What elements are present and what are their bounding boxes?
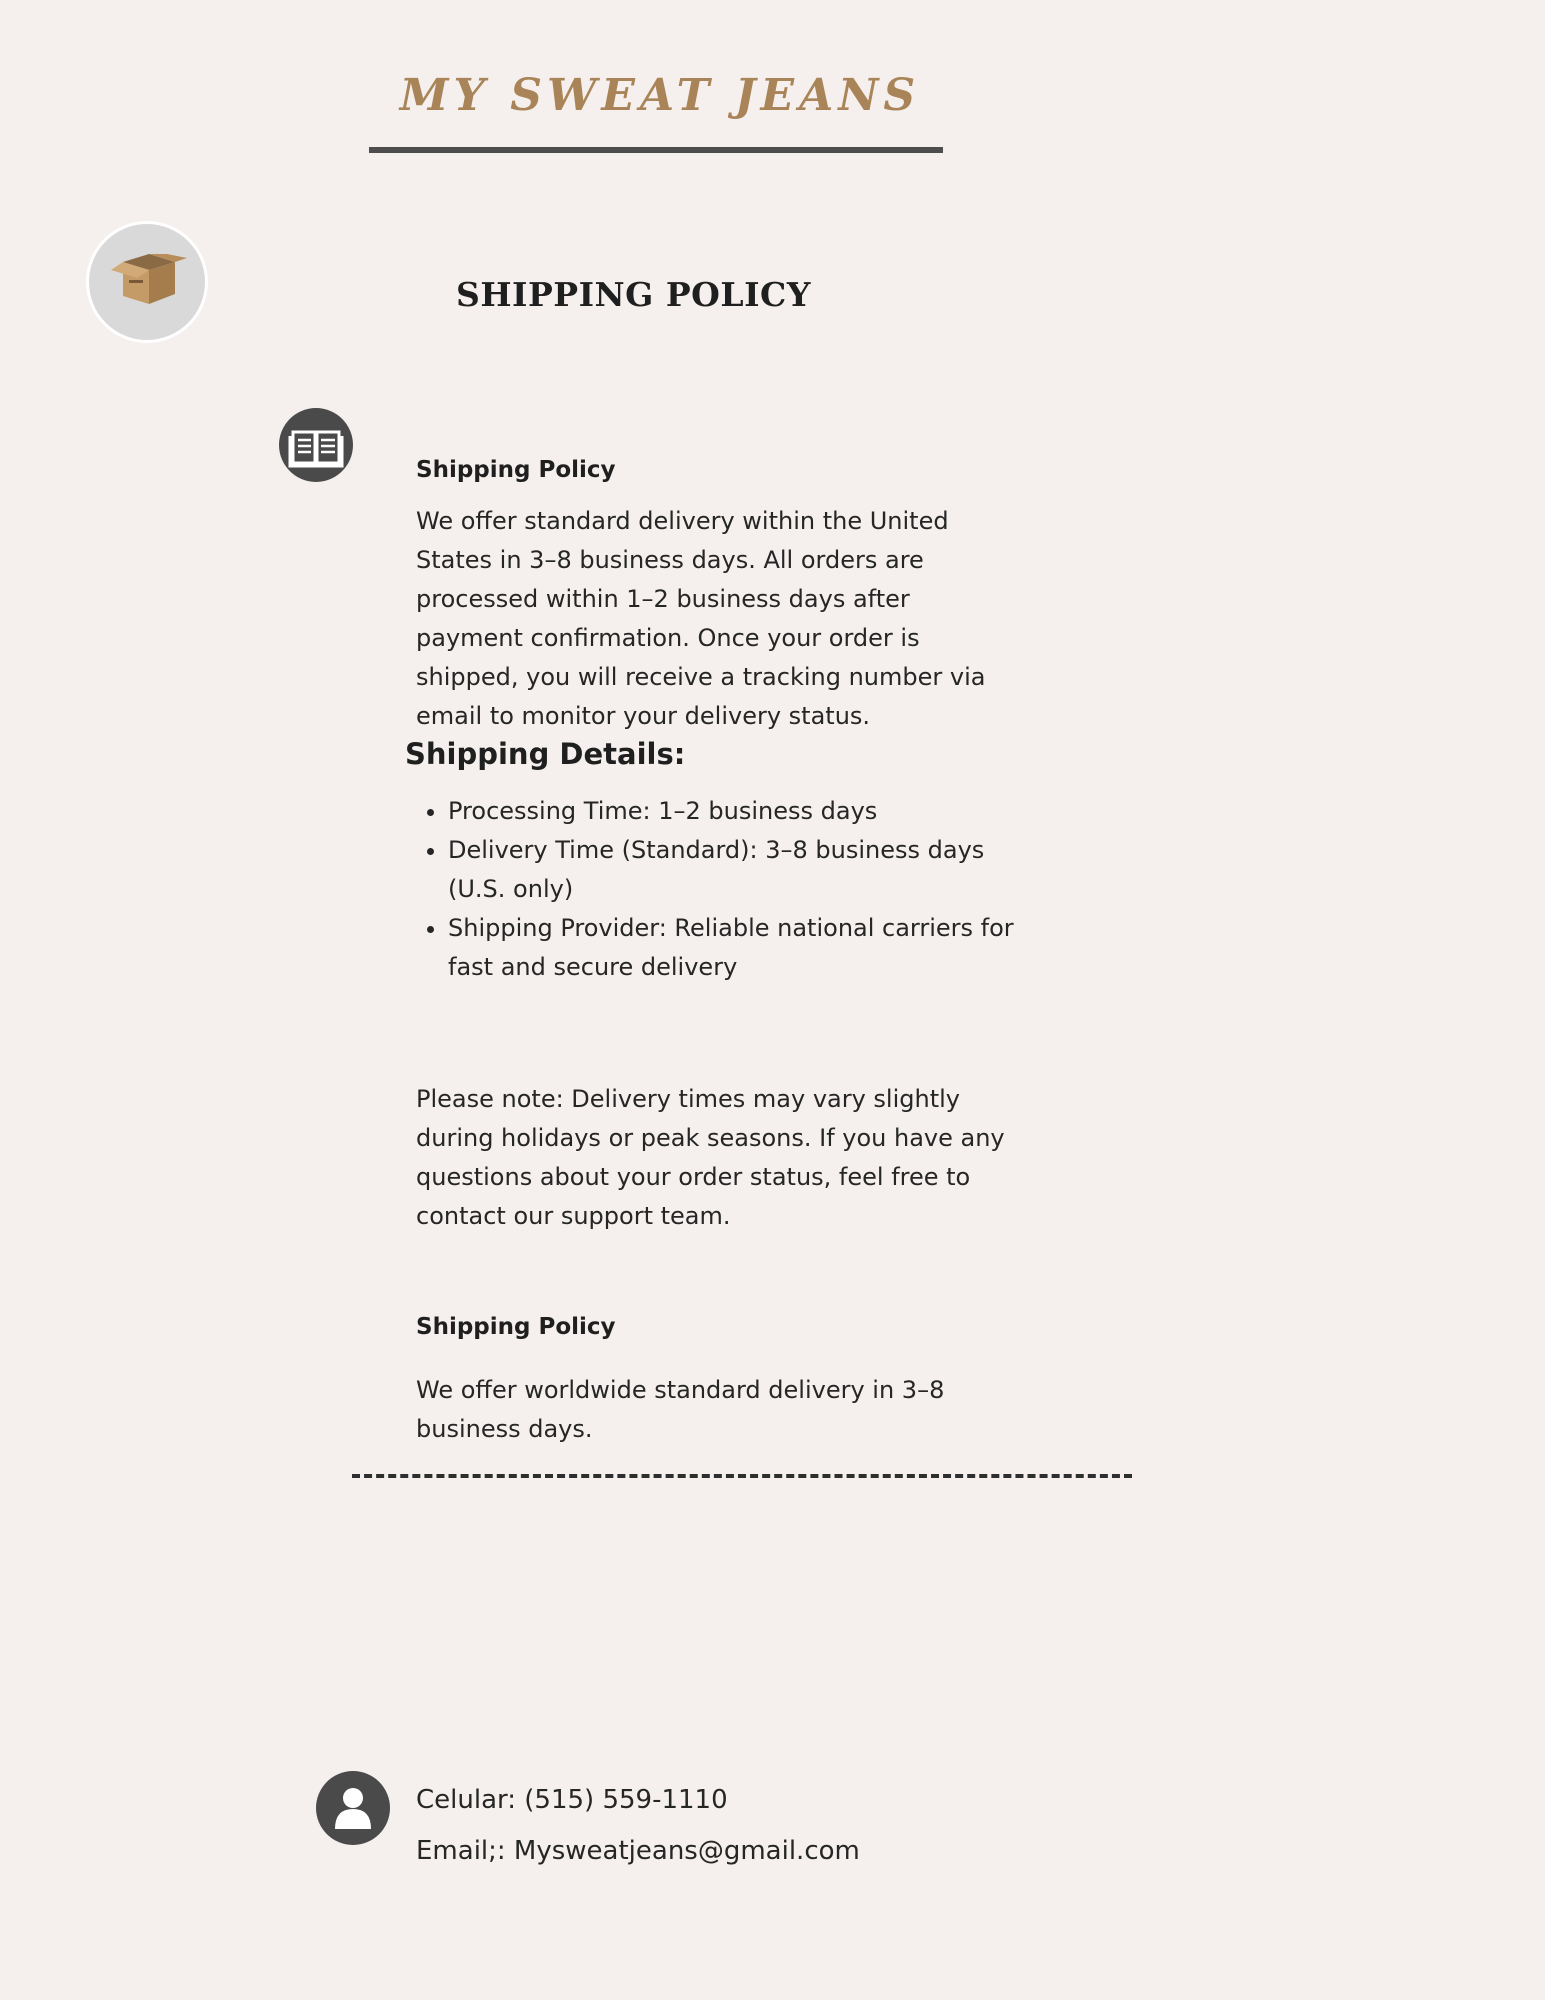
list-item: • Delivery Time (Standard): 3–8 business days (U.S. only) (448, 831, 1016, 909)
contact-phone: Celular: (515) 559-1110 (416, 1785, 728, 1815)
person-icon (316, 1771, 390, 1845)
book-icon (279, 408, 353, 482)
section-body: We offer standard delivery within the United States in 3–8 business days. All orders are processed within 1–2 business days after payment confirmation. Once your order is shipped, you will receive a tracking number via email to monitor your delivery status. (416, 507, 986, 730)
section-body-2: We offer worldwide standard delivery in 3–8 business days. (416, 1376, 945, 1443)
dashed-divider (352, 1474, 1132, 1478)
contact-email[interactable]: Email;: Mysweatjeans@gmail.com (416, 1836, 860, 1866)
list-item: • Shipping Provider: Reliable national carriers for fast and secure delivery (448, 909, 1016, 987)
cardboard-box-icon (109, 250, 187, 306)
section-heading-2: Shipping Policy (416, 1314, 616, 1340)
details-heading: Shipping Details: (405, 737, 686, 771)
box-badge (86, 221, 208, 343)
brand-title: MY SWEAT JEANS (399, 70, 921, 121)
list-item: • Processing Time: 1–2 business days (448, 792, 1016, 831)
section-heading: Shipping Policy (416, 457, 616, 483)
details-list (416, 792, 1016, 987)
book-badge (279, 408, 353, 482)
note-body: Please note: Delivery times may vary slightly during holidays or peak seasons. If you have any questions about your order status, feel free to contact our support team. (416, 1085, 1005, 1230)
page-title: SHIPPING POLICY (456, 275, 811, 314)
brand-divider (369, 147, 943, 153)
contact-badge (316, 1771, 390, 1845)
